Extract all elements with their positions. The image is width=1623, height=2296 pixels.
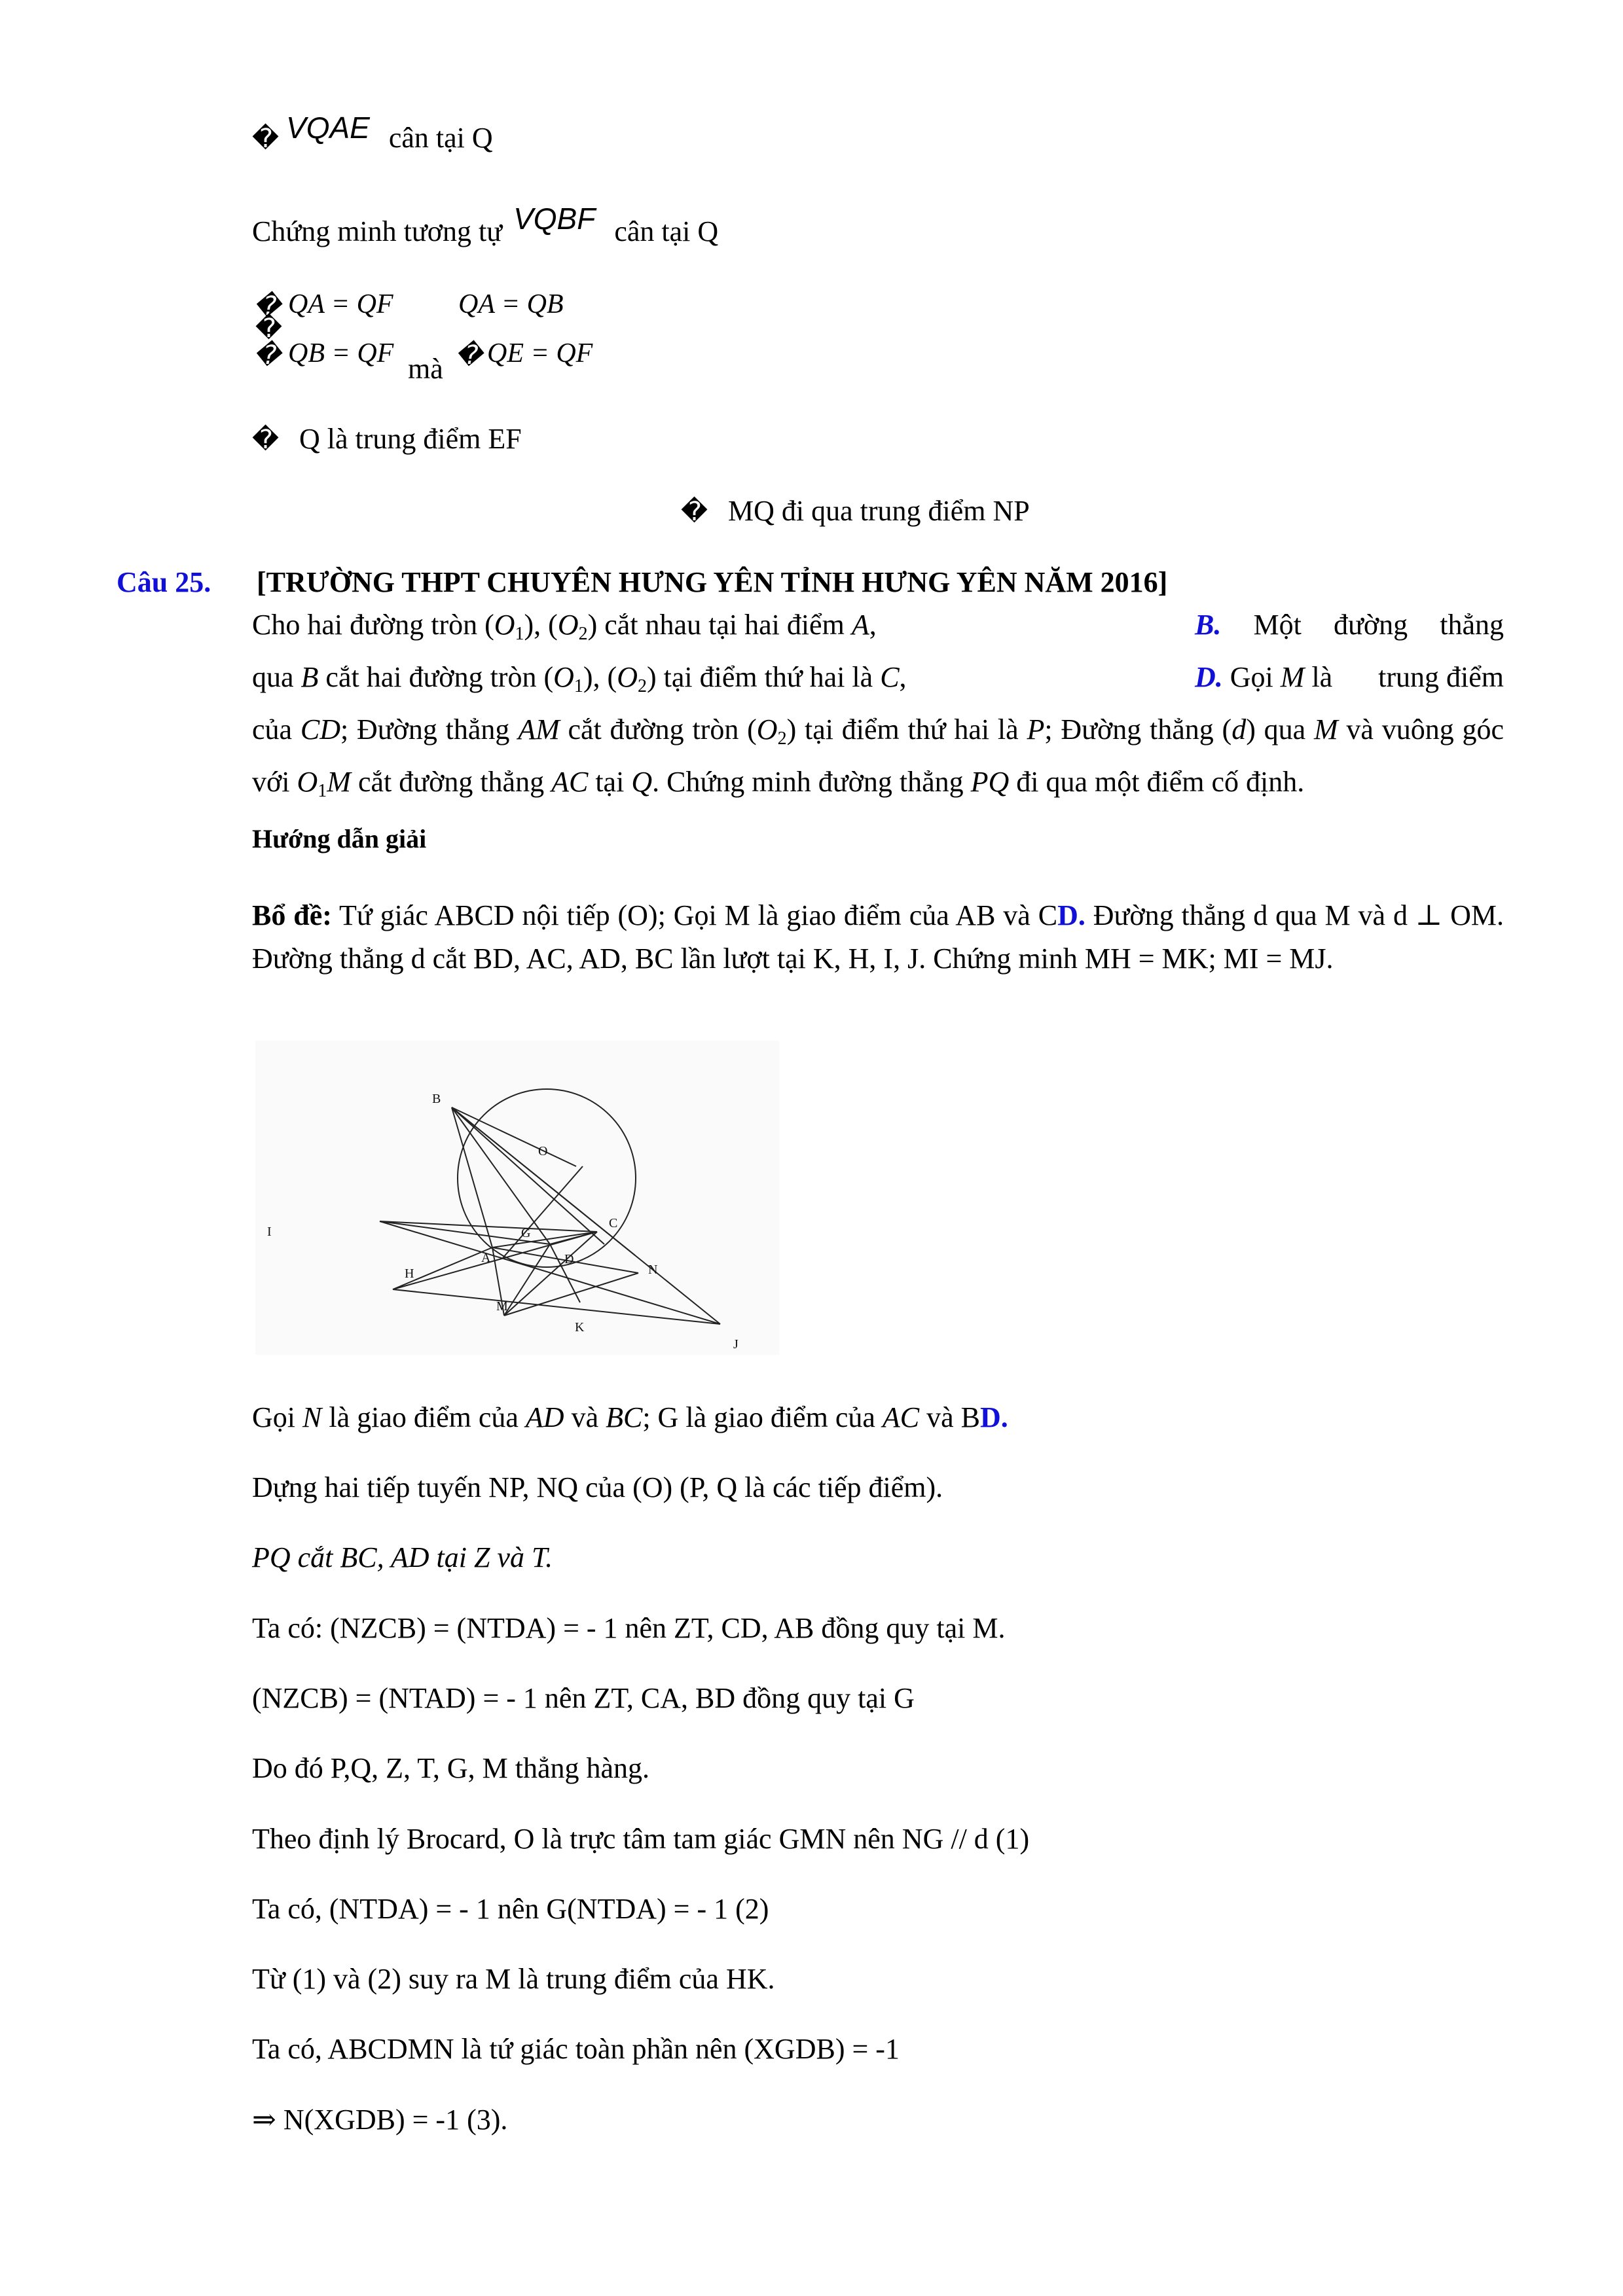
equation-qa-qb: QA = QB	[458, 289, 564, 319]
line-mq-midpoint: � MQ đi qua trung điểm NP	[681, 495, 1030, 527]
problem-statement: Cho hai đường tròn $(O_1)$, $(O_2)$ cắt nhau tại hai điểm A, B. Một đường thẳng qua B cắt hai đường tròn $(O_1)$, $(O_2)$ tại điểm thứ hai là C, D. Gọi M là trung điểm của CD; Đường thẳng AM cắt đường tròn $(O_2)$ tại điểm thứ hai là P; Đường thẳng (d) qua M và vuông góc với $O_1M$ cắt đường thẳng AC tại Q. Chứng minh đường thẳng PQ đi qua một điểm cố định.	[252, 609, 1504, 801]
guide-title: Hướng dẫn giải	[252, 824, 427, 853]
step-0: Gọi N là giao điểm của AD và BC; G là giao điểm của AC và BD.	[252, 1401, 1008, 1433]
equation-qa-qf: � QA = QF	[254, 289, 393, 321]
label-m: M	[496, 1299, 508, 1314]
line-q-midpoint: � Q là trung điểm EF	[252, 423, 522, 455]
line-similar-proof: Chứng minh tương tự VQBF cân tại Q	[252, 202, 719, 247]
step-2: PQ cắt BC, AD tại Z và T.	[252, 1541, 553, 1573]
equation-qe-qf: � QE = QF	[456, 338, 593, 370]
label-c: C	[609, 1216, 618, 1230]
triangle-qbf: VQBF	[513, 202, 596, 236]
step-3: Ta có: (NZCB) = (NTDA) = - 1 nên ZT, CD, AB đồng quy tại M.	[252, 1612, 1006, 1644]
label-i: I	[267, 1225, 272, 1239]
step-8: Từ (1) và (2) suy ra M là trung điểm của HK.	[252, 1963, 775, 1995]
brace-icon: �	[255, 314, 283, 344]
lemma: Bổ đề: Tứ giác ABCD nội tiếp (O); Gọi M là giao điểm của AB và CD. Đường thẳng d qua M và d ⊥ OM. Đường thẳng d cắt BD, AC, AD, BC lần lượt tại K, H, I, J. Chứng minh MH = MK; MI = MJ.	[252, 899, 1504, 975]
label-j: J	[733, 1337, 739, 1352]
label-h: H	[405, 1266, 414, 1281]
problem-source: [TRƯỜNG THPT CHUYÊN HƯNG YÊN TỈNH HƯNG YÊN NĂM 2016]	[257, 566, 1168, 598]
line-triangle-qae: � VQAE cân tại Q	[252, 111, 493, 154]
label-k: K	[575, 1320, 585, 1335]
label-n: N	[648, 1263, 658, 1277]
label-o: O	[538, 1144, 548, 1158]
geometry-figure	[255, 1041, 779, 1355]
label-b: B	[432, 1092, 441, 1106]
step-10: ⇒ N(XGDB) = -1 (3).	[252, 2104, 508, 2136]
triangle-qae: VQAE	[286, 111, 370, 145]
step-5: Do đó P,Q, Z, T, G, M thẳng hàng.	[252, 1752, 650, 1784]
step-4: (NZCB) = (NTAD) = - 1 nên ZT, CA, BD đồng quy tại G	[252, 1682, 915, 1714]
equation-qb-qf: � QB = QF	[254, 338, 394, 370]
label-g: G	[521, 1226, 531, 1240]
step-9: Ta có, ABCDMN là tứ giác toàn phần nên (XGDB) = -1	[252, 2033, 900, 2065]
step-7: Ta có, (NTDA) = - 1 nên G(NTDA) = - 1 (2)	[252, 1893, 769, 1925]
problem-label: Câu 25.	[117, 566, 211, 598]
label-d: D	[564, 1252, 574, 1266]
step-1: Dựng hai tiếp tuyến NP, NQ của (O) (P, Q là các tiếp điểm).	[252, 1471, 943, 1503]
step-6: Theo định lý Brocard, O là trực tâm tam giác GMN nên NG // d (1)	[252, 1823, 1030, 1855]
label-a: A	[481, 1251, 491, 1265]
word-ma: mà	[408, 353, 443, 385]
